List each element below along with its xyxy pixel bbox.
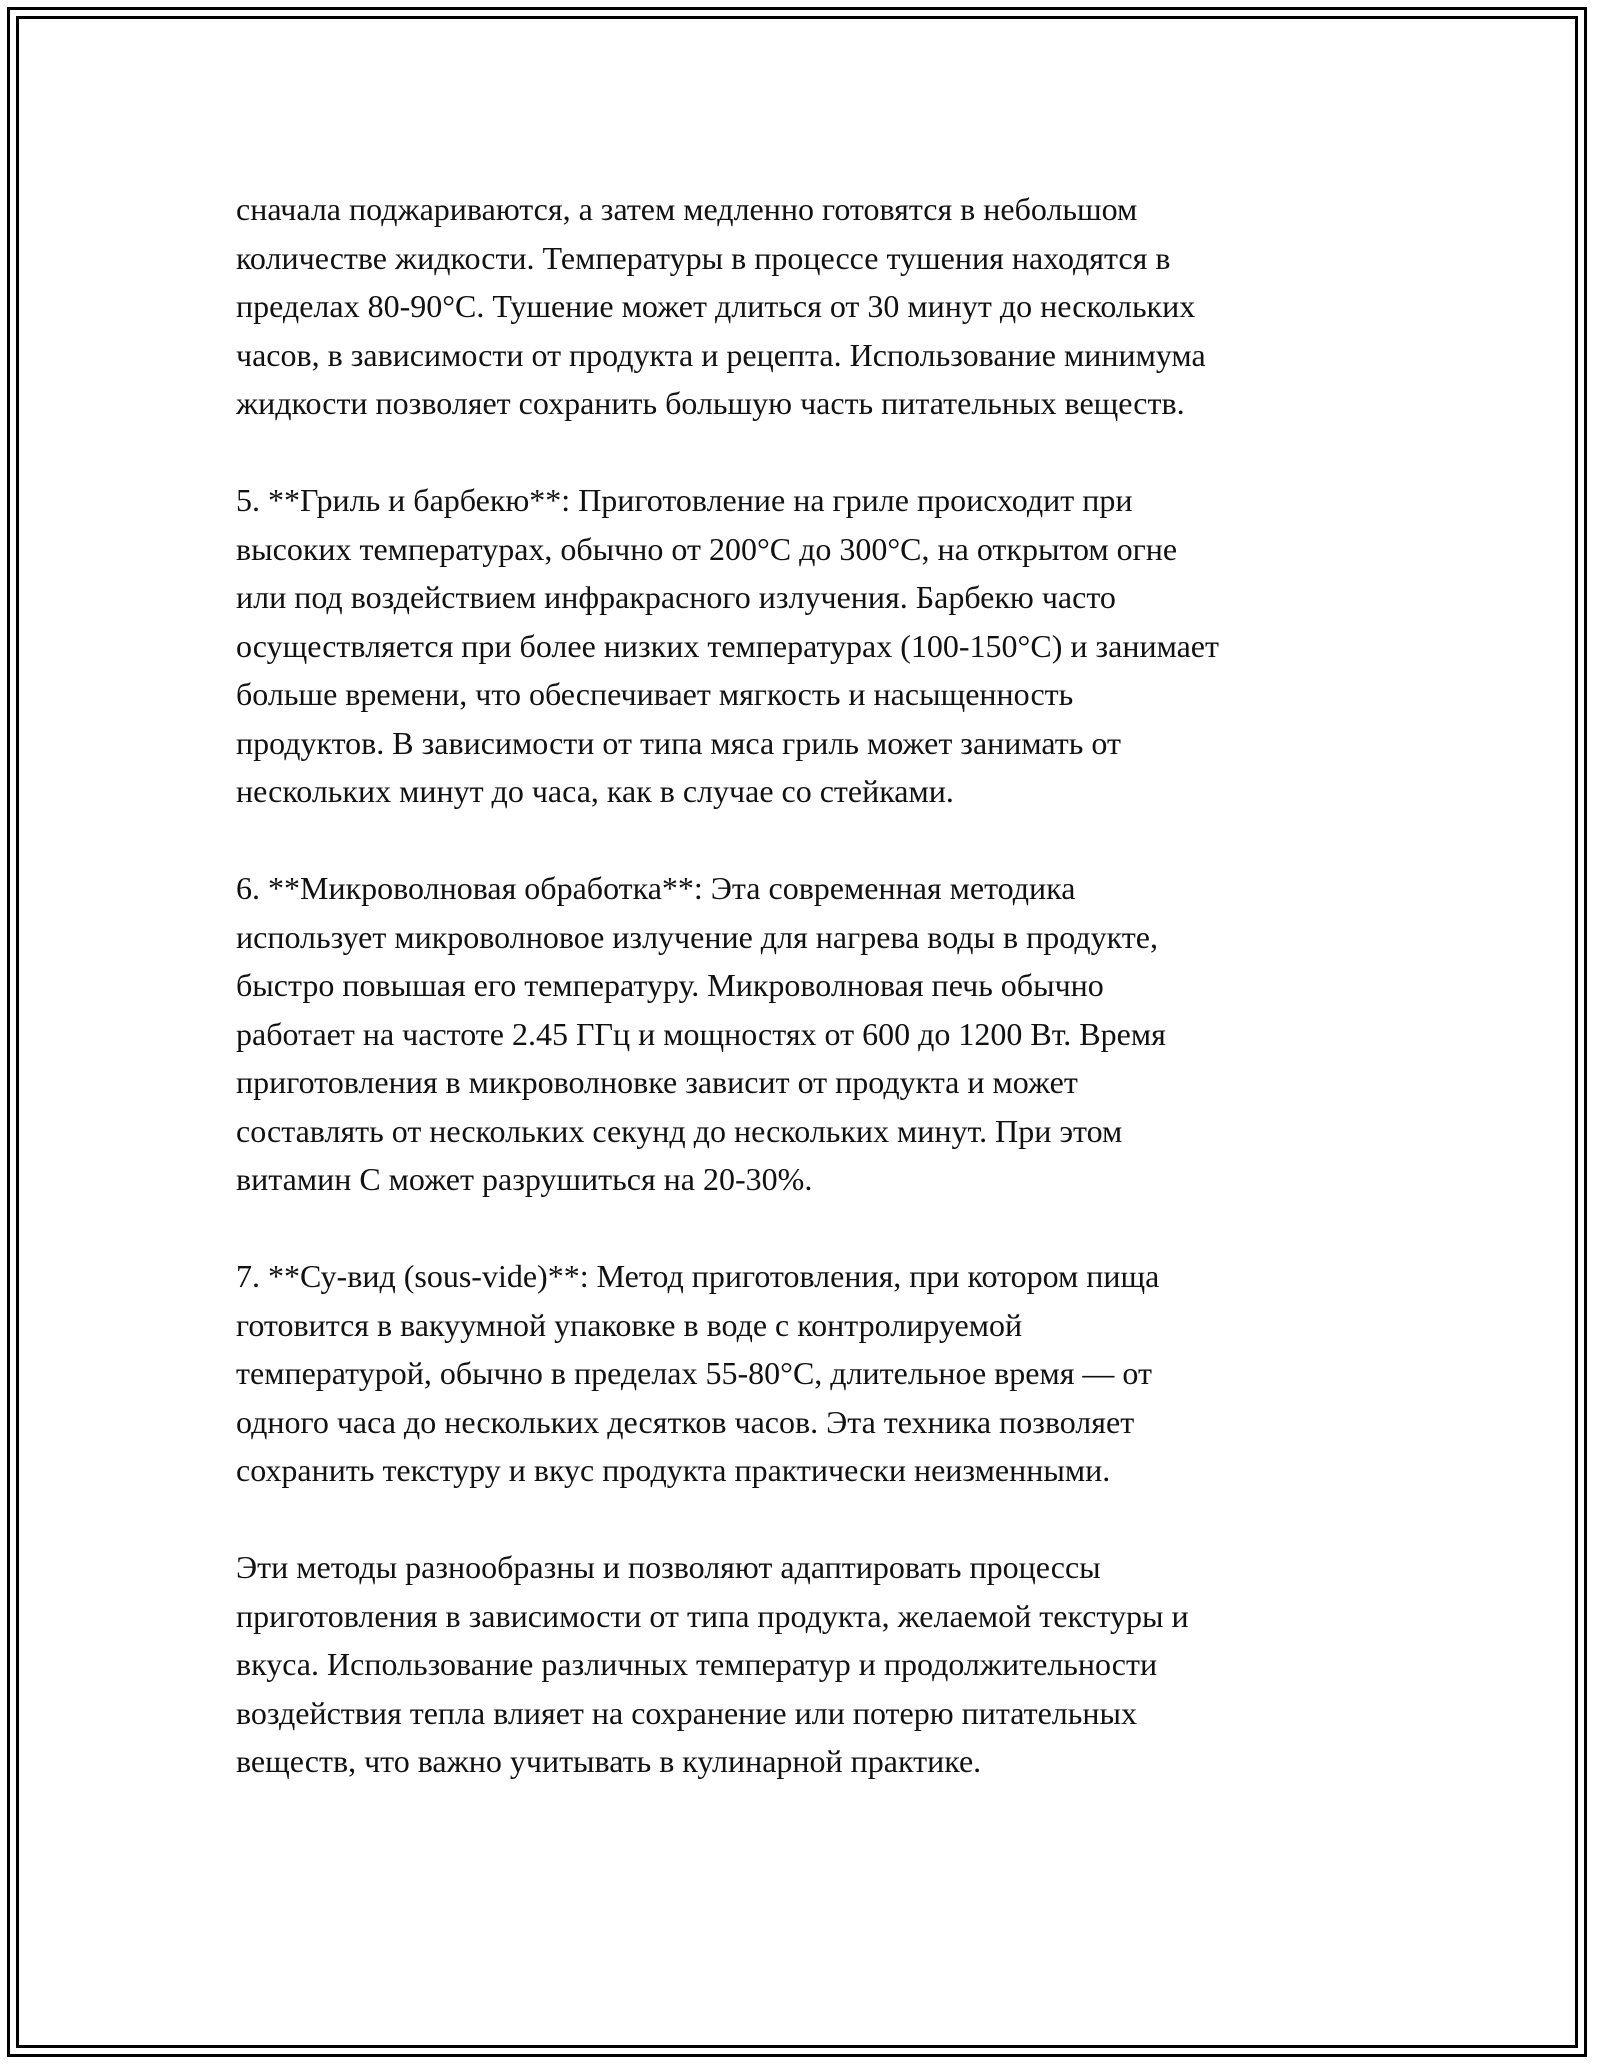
paragraph-stewing-continued: сначала поджариваются, а затем медленно готовятся в небольшом количестве жидкости. Температуры в процессе тушения находятся в пределах 80-90°C. Тушение может длиться от 30 минут до нескольких часов, в зависимости от продукта и рецепта. Использование минимума жидкости позволяет сохранить большую часть питательных веществ. xyxy=(236,191,1206,421)
paragraph-microwave: 6. **Микроволновая обработка**: Эта современная методика использует микроволновое излучение для нагрева воды в продукте, быстро повышая его температуру. Микроволновая печь обычно работает на частоте 2.45 ГГц и мощностях от 600 до 1200 Вт. Время приготовления в микроволновке зависит от продукта и может составлять от нескольких секунд до нескольких минут. При этом витамин C может разрушиться на 20-30%. xyxy=(236,870,1166,1197)
document-body xyxy=(236,185,1376,1834)
paragraph-grill-barbecue: 5. **Гриль и барбекю**: Приготовление на гриле происходит при высоких температурах, обычно от 200°C до 300°C, на открытом огне или под воздействием инфракрасного излучения. Барбекю часто осуществляется при более низких температурах (100-150°C) и занимает больше времени, что обеспечивает мягкость и насыщенность продуктов. В зависимости от типа мяса гриль может занимать от нескольких минут до часа, как в случае со стейками. xyxy=(236,482,1219,809)
paragraph-sous-vide: 7. **Су-вид (sous-vide)**: Метод приготовления, при котором пища готовится в вакуумной упаковке в воде с контролируемой температурой, обычно в пределах 55-80°C, длительное время — от одного часа до нескольких десятков часов. Эта техника позволяет сохранить текстуру и вкус продукта практически неизменными. xyxy=(236,1258,1160,1488)
paragraph-conclusion: Эти методы разнообразны и позволяют адаптировать процессы приготовления в зависимости от типа продукта, желаемой текстуры и вкуса. Использование различных температур и продолжительности воздействия тепла влияет на сохранение или потерю питательных веществ, что важно учитывать в кулинарной практике. xyxy=(236,1549,1189,1779)
